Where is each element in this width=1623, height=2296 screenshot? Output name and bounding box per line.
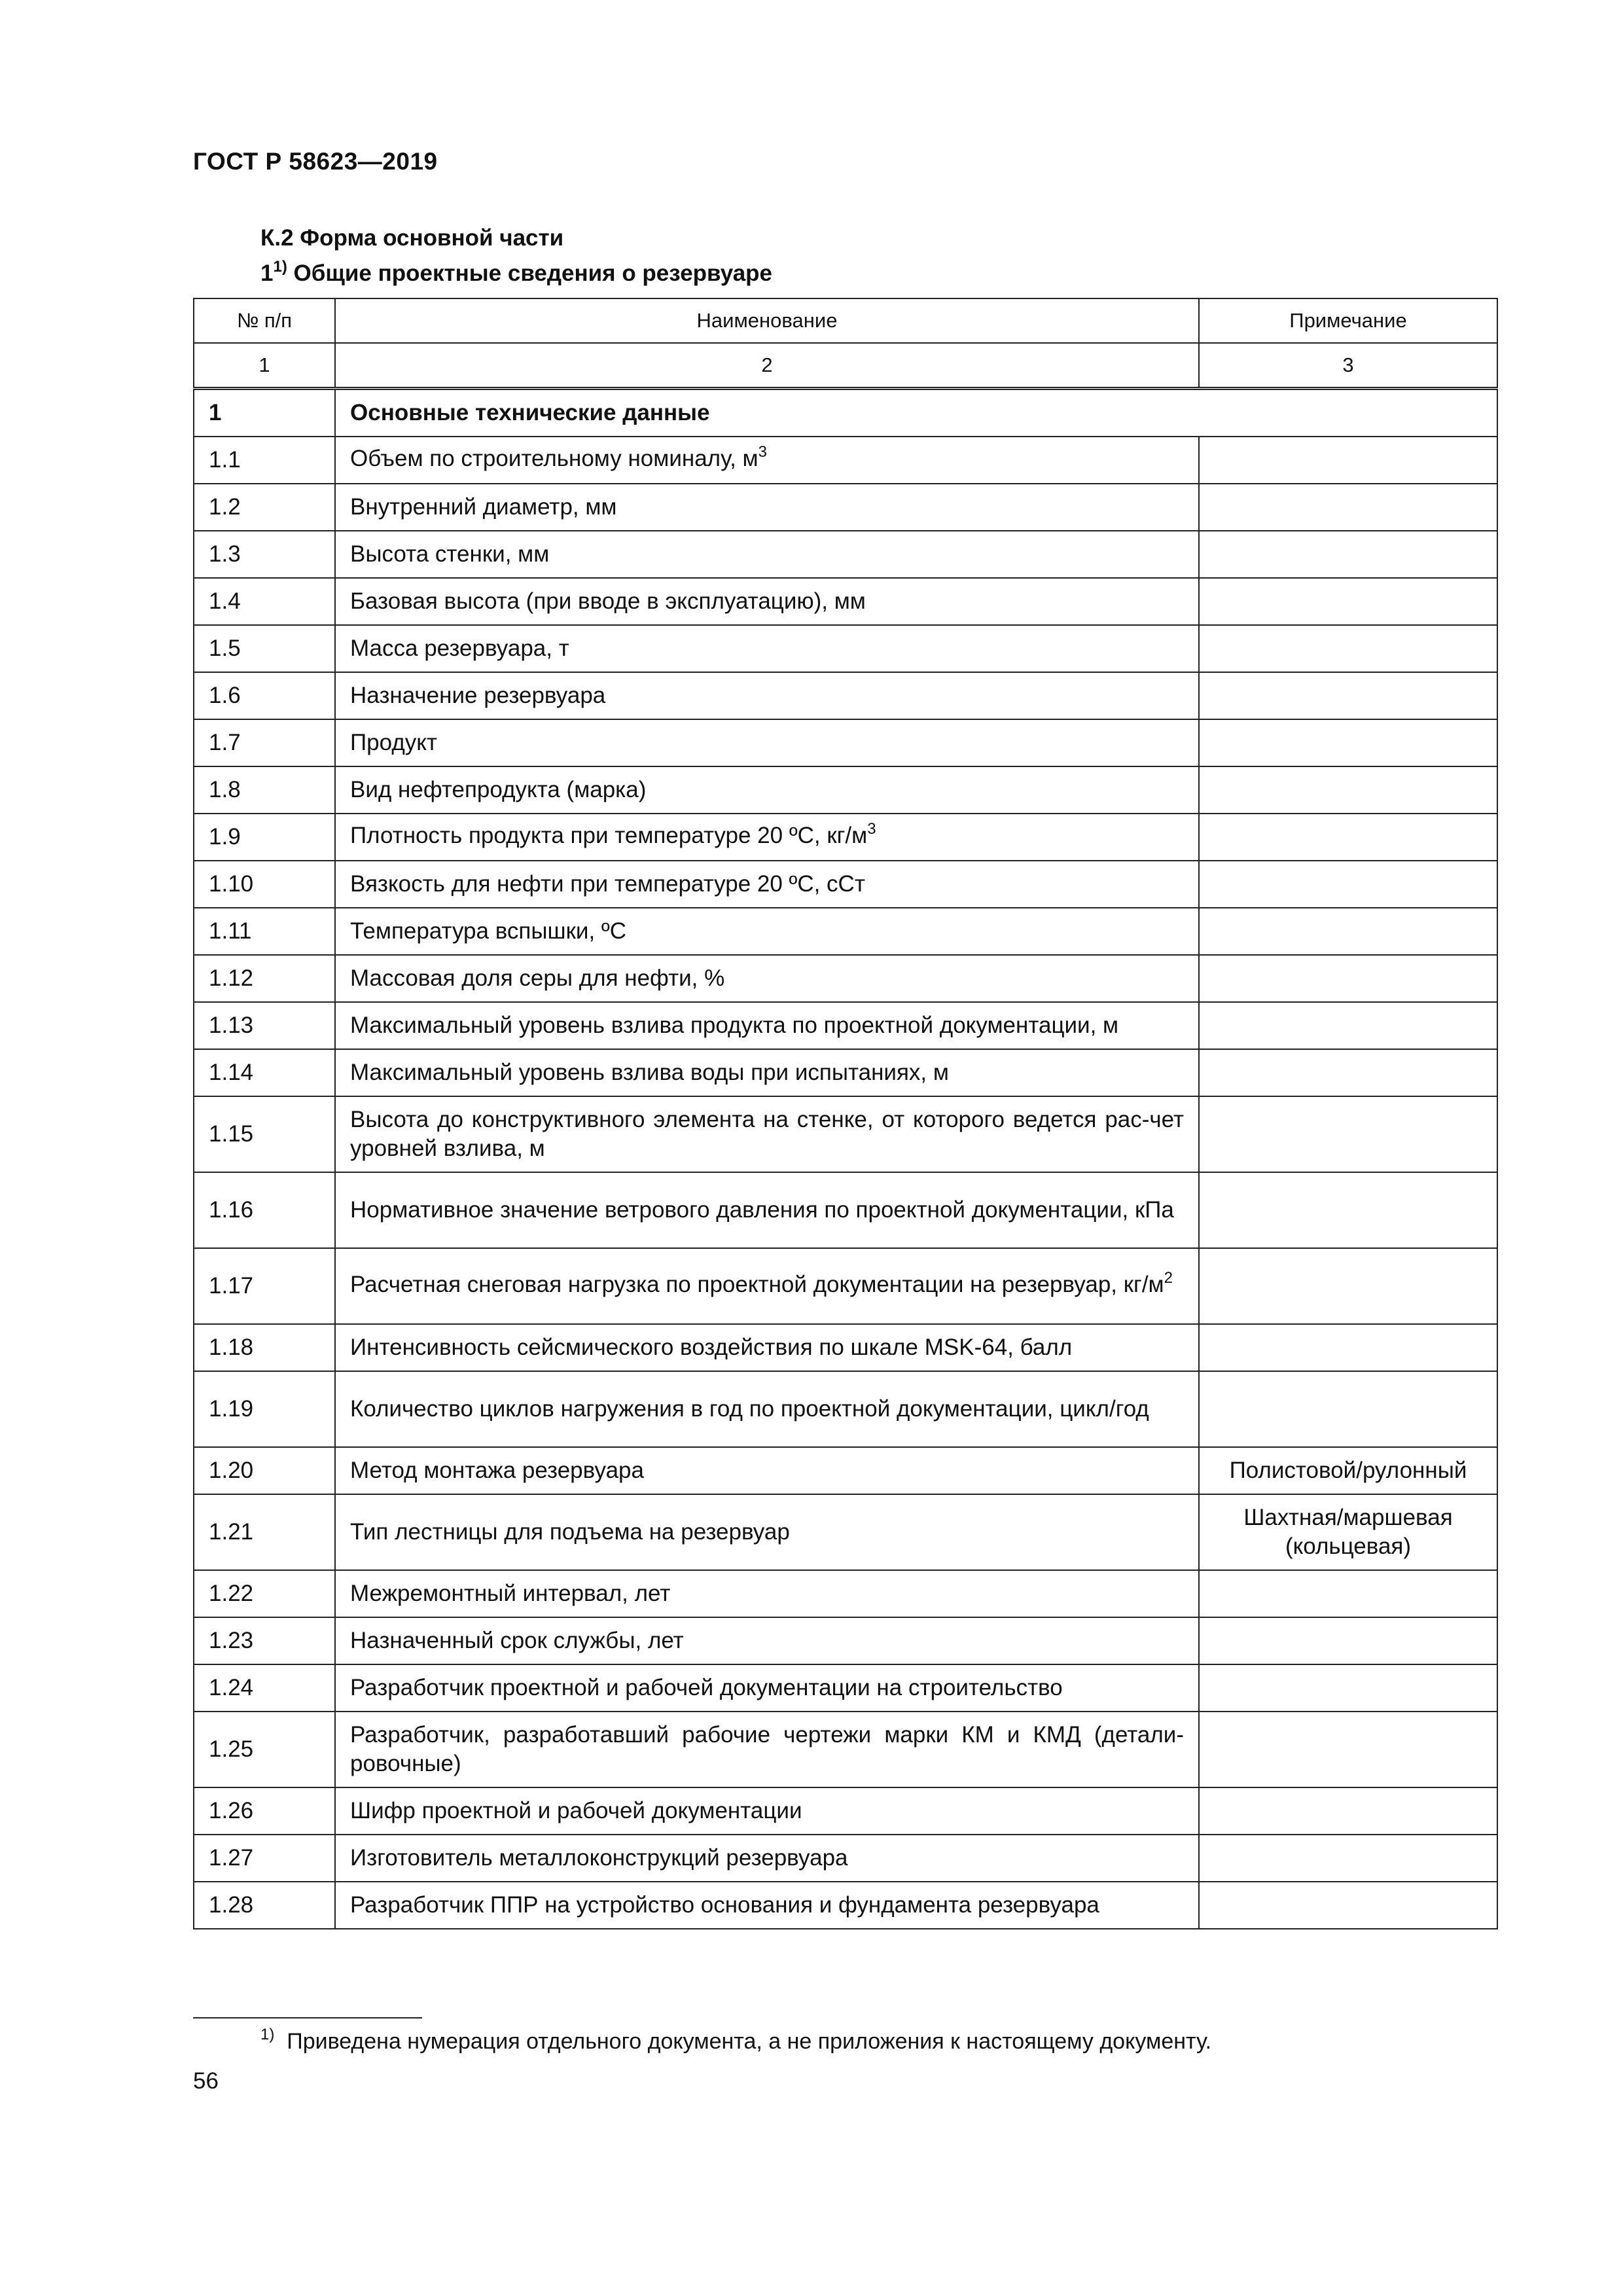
row-note (1199, 1324, 1497, 1371)
row-name-cell (335, 1002, 1199, 1049)
table-row (194, 955, 1497, 1002)
row-name: Объем по строительному номиналу, м (350, 446, 758, 471)
header-name: Наименование (335, 298, 1199, 343)
table-row (194, 672, 1497, 719)
row-name-cell (335, 1324, 1199, 1371)
row-number: 1.12 (194, 955, 335, 1002)
subtitle-text: Общие проектные сведения о резервуаре (287, 260, 773, 286)
row-name-cell (335, 1664, 1199, 1712)
row-name: Максимальный уровень взлива продукта по проектной документации, м (350, 1013, 1119, 1038)
table-row (194, 1371, 1497, 1447)
row-note (1199, 1712, 1497, 1787)
row-name: Продукт (350, 730, 437, 755)
row-note (1199, 1248, 1497, 1324)
section-subtitle (260, 260, 772, 287)
row-name-cell (335, 672, 1199, 719)
row-number: 1.21 (194, 1494, 335, 1570)
row-note: Шахтная/маршевая (кольцевая) (1199, 1494, 1497, 1570)
row-note (1199, 766, 1497, 814)
row-note (1199, 484, 1497, 531)
table-row (194, 1096, 1497, 1172)
row-number: 1.23 (194, 1617, 335, 1664)
row-name: Максимальный уровень взлива воды при испытаниях, м (350, 1060, 949, 1085)
row-name: Массовая доля серы для нефти, % (350, 965, 725, 991)
row-name: Вид нефтепродукта (марка) (350, 777, 647, 802)
column-index: 3 (1199, 343, 1497, 389)
row-name-cell (335, 484, 1199, 531)
row-name-cell (335, 1882, 1199, 1929)
row-number: 1.18 (194, 1324, 335, 1371)
row-name-cell (335, 1570, 1199, 1617)
row-name-cell (335, 1447, 1199, 1494)
header-note: Примечание (1199, 298, 1497, 343)
row-number: 1.13 (194, 1002, 335, 1049)
section-name: Основные технические данные (335, 389, 1497, 437)
row-name: Вязкость для нефти при температуре 20 ºС, сСт (350, 871, 865, 897)
footnote-divider (193, 2017, 422, 2018)
table-row (194, 1882, 1497, 1929)
row-note (1199, 1882, 1497, 1929)
table-row (194, 437, 1497, 484)
row-name: Назначенный срок службы, лет (350, 1628, 684, 1653)
row-note (1199, 625, 1497, 672)
table-row (194, 1664, 1497, 1712)
subtitle-footnote-mark: 1) (273, 258, 287, 276)
row-name-cell (335, 814, 1199, 861)
table-row (194, 1787, 1497, 1835)
row-note (1199, 1096, 1497, 1172)
header-number: № п/п (194, 298, 335, 343)
table-row (194, 1494, 1497, 1570)
row-number: 1.19 (194, 1371, 335, 1447)
row-name-cell (335, 1371, 1199, 1447)
row-note (1199, 908, 1497, 955)
subtitle-number: 1 (260, 260, 274, 286)
table-row (194, 1447, 1497, 1494)
row-note (1199, 531, 1497, 578)
row-note (1199, 719, 1497, 766)
row-name: Высота до конструктивного элемента на стенке, от которого ведется рас-чет уровней взлива, м (350, 1107, 1184, 1161)
table-row (194, 766, 1497, 814)
row-number: 1.7 (194, 719, 335, 766)
column-index-row (194, 343, 1497, 389)
row-note (1199, 1049, 1497, 1096)
table-row (194, 1002, 1497, 1049)
row-name: Разработчик ППР на устройство основания и фундамента резервуара (350, 1892, 1099, 1918)
row-name: Назначение резервуара (350, 683, 606, 708)
table-row (194, 1172, 1497, 1248)
row-name-cell (335, 1248, 1199, 1324)
row-name-cell (335, 719, 1199, 766)
unit-superscript: 2 (1164, 1269, 1173, 1287)
row-name-cell (335, 1835, 1199, 1882)
unit-superscript: 3 (758, 443, 767, 461)
row-name: Нормативное значение ветрового давления по проектной документации, кПа (350, 1197, 1174, 1223)
row-name: Количество циклов нагружения в год по проектной документации, цикл/год (350, 1396, 1149, 1422)
row-number: 1.8 (194, 766, 335, 814)
row-name-cell (335, 1617, 1199, 1664)
page-number: 56 (193, 2068, 219, 2094)
row-note (1199, 1371, 1497, 1447)
row-name-cell (335, 531, 1199, 578)
row-note (1199, 437, 1497, 484)
row-name-cell (335, 766, 1199, 814)
table-row (194, 1324, 1497, 1371)
row-name-cell (335, 1172, 1199, 1248)
table-row (194, 578, 1497, 625)
table-row (194, 1049, 1497, 1096)
footnote-text: Приведена нумерация отдельного документа, а не приложения к настоящему документу. (287, 2029, 1212, 2054)
row-name: Температура вспышки, ºС (350, 918, 626, 944)
row-note (1199, 814, 1497, 861)
footnote-mark: 1) (260, 2026, 275, 2043)
document-code: ГОСТ Р 58623—2019 (193, 148, 438, 175)
row-number: 1.20 (194, 1447, 335, 1494)
row-note (1199, 861, 1497, 908)
row-name-cell (335, 861, 1199, 908)
row-name: Базовая высота (при вводе в эксплуатацию), мм (350, 588, 866, 614)
row-note (1199, 1172, 1497, 1248)
row-name-cell (335, 437, 1199, 484)
row-name-cell (335, 1494, 1199, 1570)
table-row (194, 861, 1497, 908)
row-name: Изготовитель металлоконструкций резервуара (350, 1845, 848, 1871)
row-number: 1.22 (194, 1570, 335, 1617)
row-name: Высота стенки, мм (350, 541, 550, 567)
row-note (1199, 1002, 1497, 1049)
row-name-cell (335, 625, 1199, 672)
section-number: 1 (194, 389, 335, 437)
footnote (260, 2026, 1212, 2054)
section-title: К.2 Форма основной части (260, 225, 564, 251)
row-name: Межремонтный интервал, лет (350, 1581, 671, 1606)
row-number: 1.26 (194, 1787, 335, 1835)
table-row (194, 719, 1497, 766)
table-header-row (194, 298, 1497, 343)
row-number: 1.2 (194, 484, 335, 531)
row-name: Разработчик, разработавший рабочие чертежи марки КМ и КМД (детали-ровочные) (350, 1722, 1184, 1776)
table-row (194, 1248, 1497, 1324)
row-name-cell (335, 908, 1199, 955)
row-number: 1.24 (194, 1664, 335, 1712)
row-name: Разработчик проектной и рабочей документации на строительство (350, 1675, 1063, 1700)
row-name-cell (335, 1787, 1199, 1835)
row-number: 1.5 (194, 625, 335, 672)
row-number: 1.6 (194, 672, 335, 719)
unit-superscript: 3 (867, 820, 876, 838)
row-name: Внутренний диаметр, мм (350, 494, 617, 520)
table-body (194, 437, 1497, 1929)
column-index: 1 (194, 343, 335, 389)
row-number: 1.4 (194, 578, 335, 625)
row-note (1199, 1570, 1497, 1617)
table-row (194, 625, 1497, 672)
row-number: 1.3 (194, 531, 335, 578)
row-number: 1.14 (194, 1049, 335, 1096)
row-note (1199, 672, 1497, 719)
row-note (1199, 955, 1497, 1002)
row-name: Плотность продукта при температуре 20 ºС, кг/м (350, 823, 868, 848)
row-name: Масса резервуара, т (350, 636, 569, 661)
row-number: 1.27 (194, 1835, 335, 1882)
row-number: 1.10 (194, 861, 335, 908)
row-name: Метод монтажа резервуара (350, 1458, 644, 1483)
table-row (194, 484, 1497, 531)
row-number: 1.28 (194, 1882, 335, 1929)
row-name-cell (335, 1049, 1199, 1096)
column-index: 2 (335, 343, 1199, 389)
row-name: Шифр проектной и рабочей документации (350, 1798, 802, 1823)
row-name-cell (335, 578, 1199, 625)
row-number: 1.25 (194, 1712, 335, 1787)
tank-data-table (193, 298, 1498, 1929)
row-note (1199, 1835, 1497, 1882)
row-name: Расчетная снеговая нагрузка по проектной документации на резервуар, кг/м (350, 1272, 1164, 1297)
row-number: 1.9 (194, 814, 335, 861)
row-note (1199, 1664, 1497, 1712)
row-note: Полистовой/рулонный (1199, 1447, 1497, 1494)
row-number: 1.11 (194, 908, 335, 955)
row-note (1199, 1617, 1497, 1664)
row-name-cell (335, 1712, 1199, 1787)
table-row (194, 1570, 1497, 1617)
table-row (194, 814, 1497, 861)
row-number: 1.15 (194, 1096, 335, 1172)
table-row (194, 908, 1497, 955)
row-name-cell (335, 1096, 1199, 1172)
row-number: 1.17 (194, 1248, 335, 1324)
table-row (194, 531, 1497, 578)
table-row (194, 1617, 1497, 1664)
row-note (1199, 578, 1497, 625)
row-name-cell (335, 955, 1199, 1002)
table-row (194, 1835, 1497, 1882)
table-row (194, 1712, 1497, 1787)
row-name: Тип лестницы для подъема на резервуар (350, 1519, 790, 1545)
row-note (1199, 1787, 1497, 1835)
section-row (194, 389, 1497, 437)
row-number: 1.1 (194, 437, 335, 484)
row-name: Интенсивность сейсмического воздействия по шкале MSK-64, балл (350, 1335, 1073, 1360)
row-number: 1.16 (194, 1172, 335, 1248)
